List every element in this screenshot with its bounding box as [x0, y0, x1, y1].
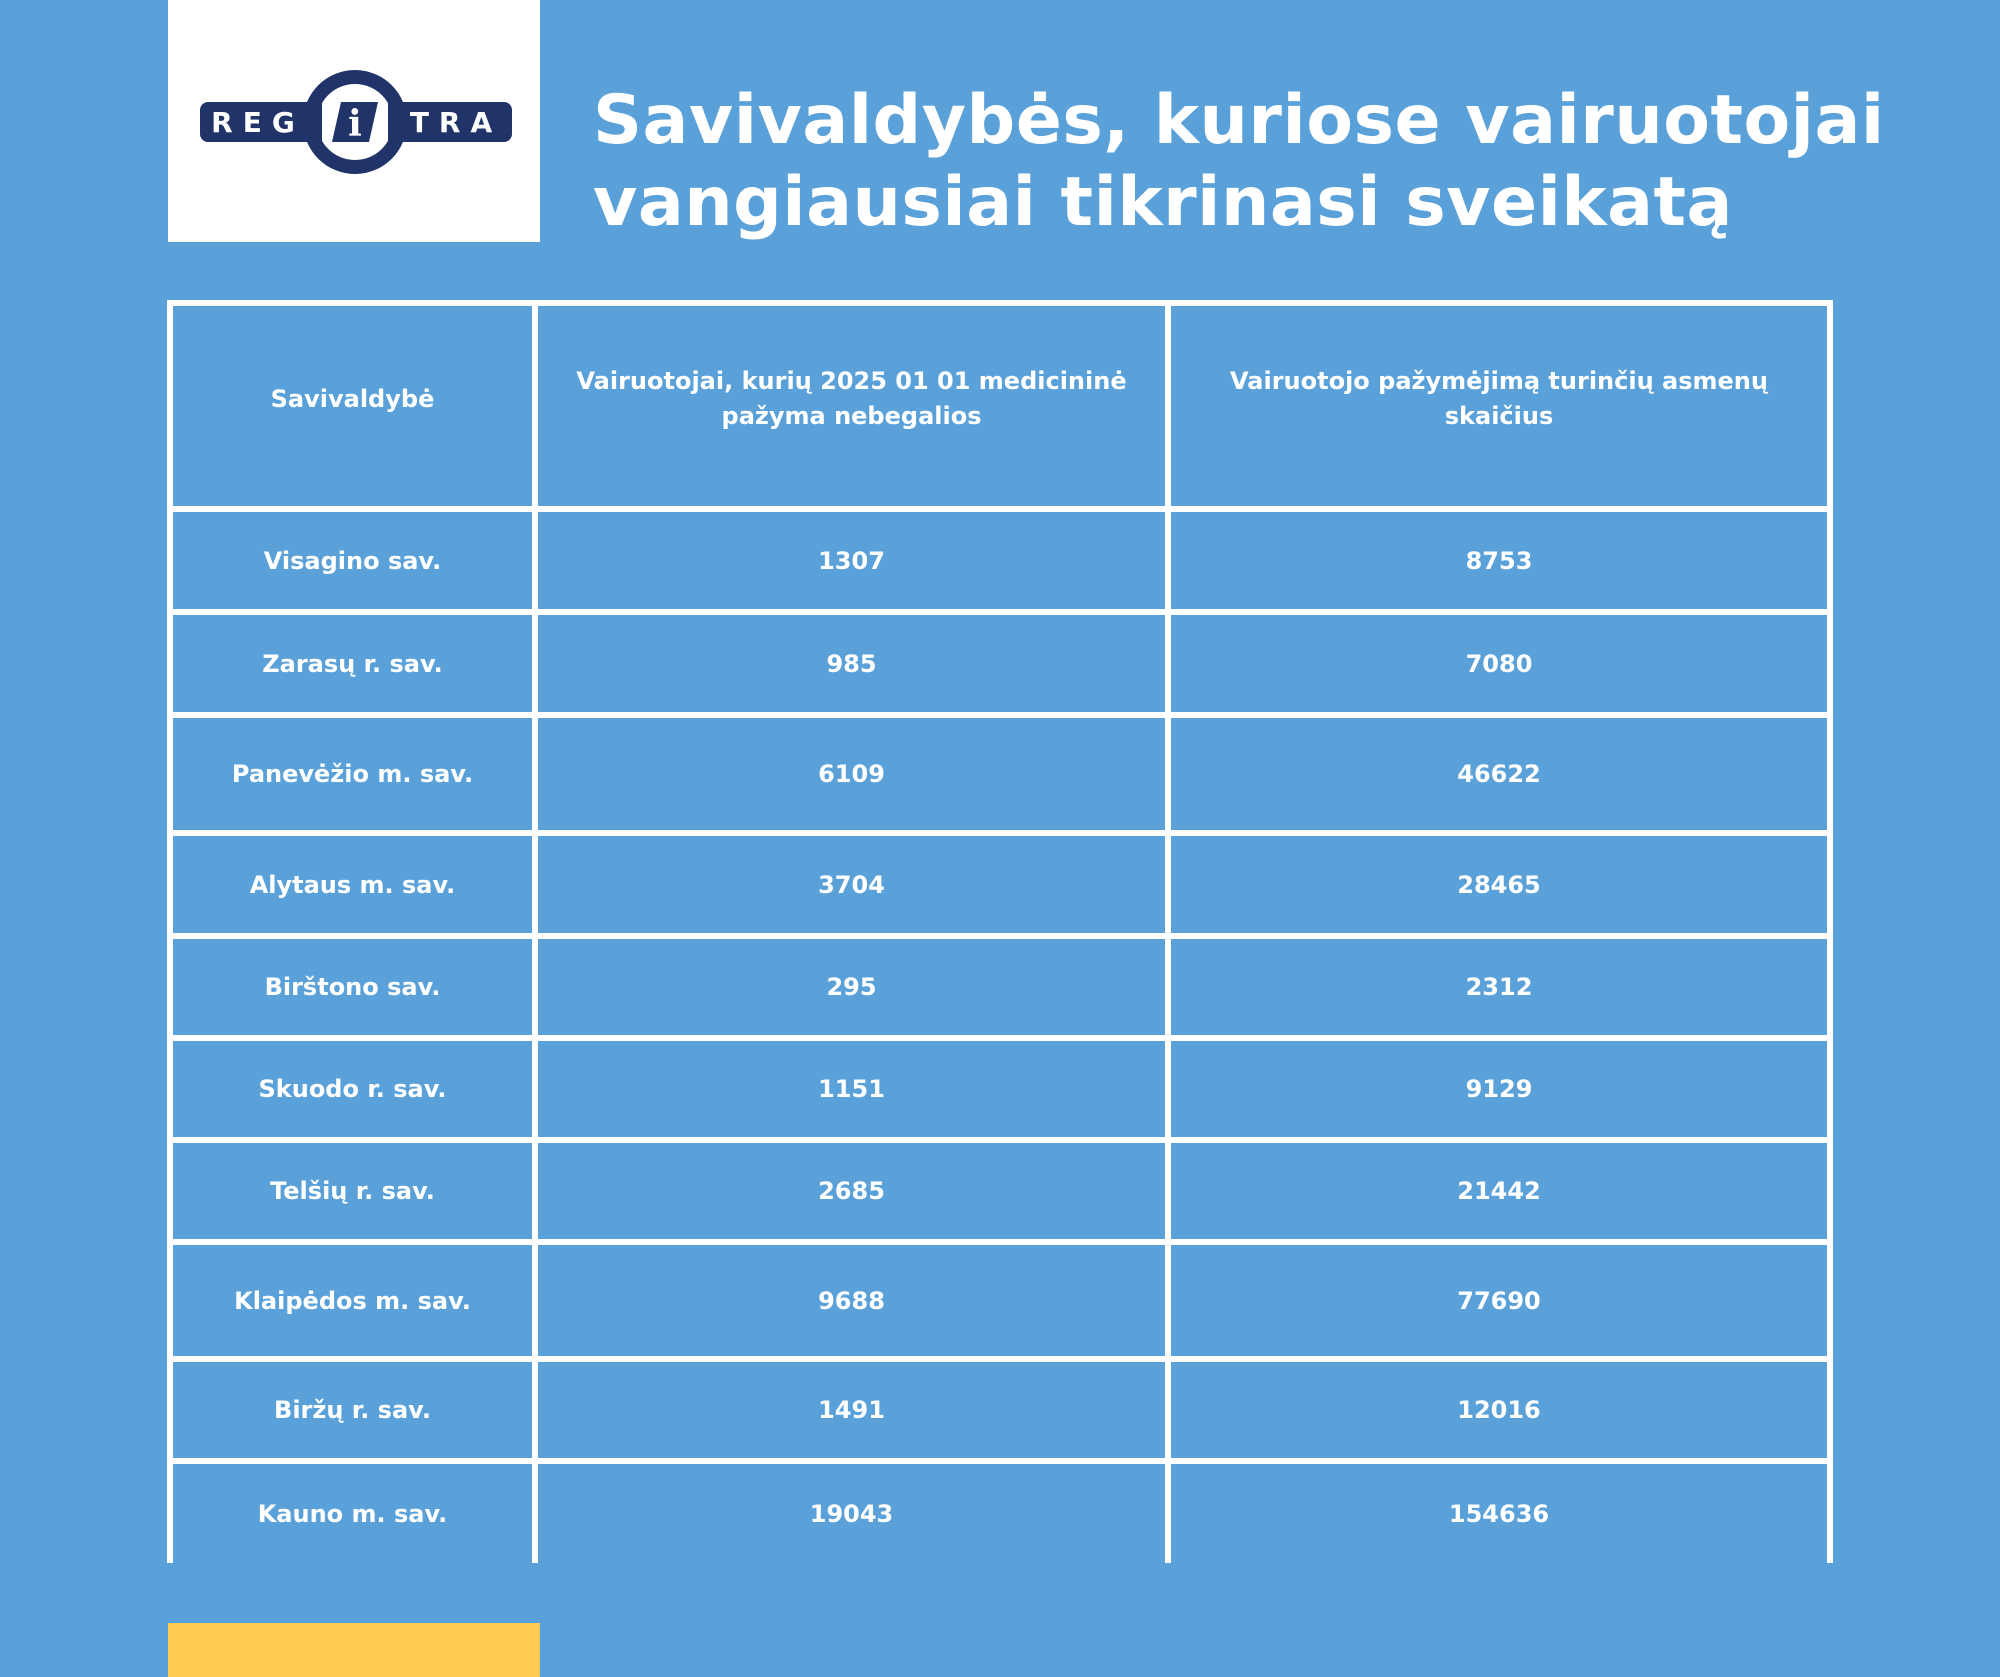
logo-letter-center: i	[348, 103, 362, 145]
column-header-expired-certificates: Vairuotojai, kurių 2025 01 01 medicininė pažyma nebegalios	[538, 306, 1171, 512]
cell-holders: 12016	[1171, 1362, 1827, 1464]
cell-municipality: Biržų r. sav.	[173, 1362, 538, 1464]
data-table-frame	[167, 300, 1833, 1563]
cell-holders: 154636	[1171, 1464, 1827, 1563]
column-header-municipality: Savivaldybė	[173, 306, 538, 512]
table-row	[173, 718, 1827, 836]
cell-municipality: Telšių r. sav.	[173, 1143, 538, 1245]
cell-expired: 1151	[538, 1041, 1171, 1143]
table-row	[173, 615, 1827, 718]
cell-holders: 77690	[1171, 1245, 1827, 1362]
title-line-2: vangiausiai tikrinasi sveikatą	[593, 163, 1733, 242]
cell-expired: 1491	[538, 1362, 1171, 1464]
cell-holders: 28465	[1171, 836, 1827, 939]
cell-expired: 3704	[538, 836, 1171, 939]
table-row	[173, 1143, 1827, 1245]
cell-municipality: Birštono sav.	[173, 939, 538, 1041]
table-header-row	[173, 306, 1827, 512]
title-line-1: Savivaldybės, kuriose vairuotojai	[593, 81, 1885, 160]
cell-municipality: Panevėžio m. sav.	[173, 718, 538, 836]
cell-municipality: Klaipėdos m. sav.	[173, 1245, 538, 1362]
logo-text-right: TRA	[409, 106, 503, 139]
cell-expired: 19043	[538, 1464, 1171, 1563]
accent-bar	[168, 1623, 540, 1677]
cell-holders: 21442	[1171, 1143, 1827, 1245]
cell-holders: 7080	[1171, 615, 1827, 718]
cell-municipality: Visagino sav.	[173, 512, 538, 615]
cell-municipality: Kauno m. sav.	[173, 1464, 538, 1563]
cell-holders: 8753	[1171, 512, 1827, 615]
table-row	[173, 1245, 1827, 1362]
cell-holders: 46622	[1171, 718, 1827, 836]
cell-expired: 1307	[538, 512, 1171, 615]
municipality-table	[173, 306, 1827, 1563]
page-title	[593, 80, 1953, 244]
column-header-license-holders: Vairuotojo pažymėjimą turinčių asmenų skaičius	[1171, 306, 1827, 512]
table-row	[173, 1362, 1827, 1464]
table-row	[173, 836, 1827, 939]
table-row	[173, 939, 1827, 1041]
cell-expired: 6109	[538, 718, 1171, 836]
cell-expired: 295	[538, 939, 1171, 1041]
table-row	[173, 512, 1827, 615]
logo-panel	[168, 0, 540, 242]
cell-expired: 985	[538, 615, 1171, 718]
table-row	[173, 1041, 1827, 1143]
cell-municipality: Skuodo r. sav.	[173, 1041, 538, 1143]
logo-text-left: REG	[211, 106, 305, 139]
table-row	[173, 1464, 1827, 1563]
cell-holders: 9129	[1171, 1041, 1827, 1143]
cell-municipality: Zarasų r. sav.	[173, 615, 538, 718]
cell-holders: 2312	[1171, 939, 1827, 1041]
registra-logo-icon	[198, 68, 514, 178]
cell-expired: 9688	[538, 1245, 1171, 1362]
cell-expired: 2685	[538, 1143, 1171, 1245]
cell-municipality: Alytaus m. sav.	[173, 836, 538, 939]
